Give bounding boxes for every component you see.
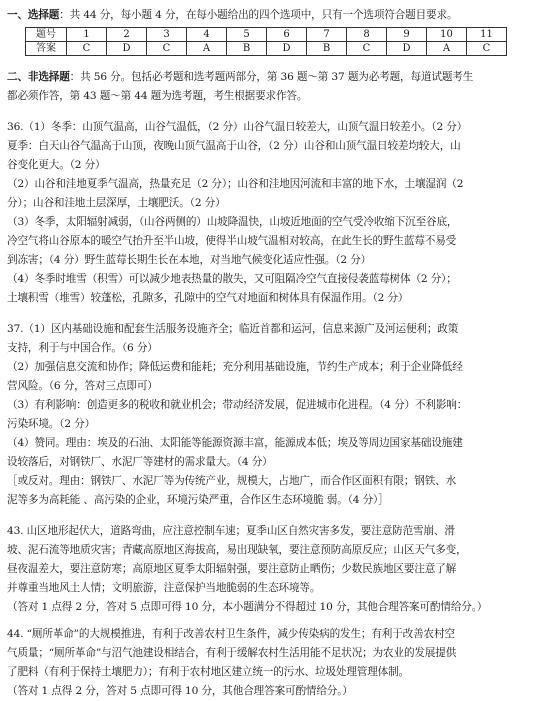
spacer [7,510,549,522]
answer-cell: B [307,42,347,56]
answer-36-line: 36.（1）冬季：山顶气温高，山谷气温低，（2 分）山谷气温日较差大，山顶气温日较差小。（2 分） [7,121,468,133]
answer-key-page [7,6,549,701]
section1-title: 一、选择题 [7,9,60,21]
answer-36 [7,118,549,308]
answer-cell: A [427,42,467,56]
answer-36-line: 冷空气将山谷原本的暖空气抬升至半山坡，使得半山坡气温相对较高，在此生长的野生蓝莓不易受 [7,235,457,247]
answer-table-label-number: 题号 [26,28,67,42]
answer-36-line: 到冻害；（4 分）野生蓝莓长期生长在本地，对当地气候变化适应性强。（2 分） [7,254,372,266]
answer-43-line: 昼夜温差大，要注意防寒；高原地区夏季太阳辐射强，要注意防止晒伤；少数民族地区要注意了解 [7,563,457,575]
answer-37-line: （4）赞同。理由：埃及的石油、太阳能等能源资源丰富，能源成本低；埃及等周边国家基础设施建 [7,437,463,449]
section2-heading [7,68,549,87]
question-number-cell: 10 [427,28,467,42]
answer-37-line: 营风险。（6 分，答对三点即可） [7,380,158,392]
answer-37-line: （2）加强信息交流和协作；降低运费和能耗；充分利用基础设施，节约生产成本；利于企业降低经 [7,361,463,373]
answer-36-line: 土壤积雪（堆雪）较蓬松，孔隙多，孔隙中的空气对地面和树体具有保温作用。（2 分） [7,292,409,304]
question-number-cell: 6 [267,28,307,42]
answer-cell: A [187,42,227,56]
answer-37-line: 37.（1）区内基础设施和配套生活服务设施齐全；临近首都和运河，信息来源广及河运便利；政策 [7,323,459,335]
answer-37-line: 设较落后，对钢铁厂、水泥厂等建材的需求量大。（4 分） [7,456,273,468]
answer-table [25,27,507,56]
spacer [7,308,549,320]
answer-43-line: 并尊重当地风土人情；文明旅游，注意保护当地脆弱的生态环境等。 [7,582,321,594]
answer-43-line: 坡、泥石流等地质灾害；青藏高原地区海拔高，易出现缺氧，要注意预防高原反应；山区天气多变， [7,544,467,556]
question-number-cell: 1 [67,28,107,42]
question-number-cell: 7 [307,28,347,42]
section1-heading [7,6,549,25]
question-number-cell: 8 [347,28,387,42]
answer-37-line: 污染环境。（2 分） [7,418,96,430]
question-number-cell: 3 [147,28,187,42]
answer-cell: C [147,42,187,56]
answer-36-line: 谷变化更大。（2 分） [7,159,106,171]
answer-37-line: ［或反对。理由：钢铁厂、水泥厂等为传统产业，规模大，占地广，而合作区面积有限；钢铁、水 [7,475,457,487]
answer-table-answer-row [26,42,507,56]
answer-cell: C [347,42,387,56]
section2-title: 二、非选择题 [7,71,70,83]
answer-table-label-answer: 答案 [26,42,67,56]
answer-37-line: （3）有利影响：创造更多的税收和就业机会；带动经济发展，促进城市化进程。（4 分）不利影响： [7,399,468,411]
answer-cell: D [267,42,307,56]
answer-37-line: 泥等多为高耗能 、高污染的企业，环境污染严重，合作区生态环境脆 弱。（4 分）］ [7,494,389,506]
answer-36-line: （4）冬季时堆雪（积雪）可以减少地表热量的散失，又可阻隔冷空气直接侵袭蓝莓树体（2 分）； [7,273,457,285]
question-number-cell: 5 [227,28,267,42]
answer-44-scoring: （答对 1 点得 2 分，答对 5 点即可得 10 分，其他合理答案可酌情给分。） [7,685,353,697]
answer-44-line: 44. “厕所革命”的大规模推进，有利于改善农村卫生条件，减少传染病的发生；有利于改善农村空 [7,628,455,640]
question-number-cell: 9 [387,28,427,42]
answer-table-number-row [26,28,507,42]
answer-37-line: 支持，利于与中国合作。（6 分） [7,342,158,354]
spacer [7,617,549,625]
answer-43-scoring: （答对 1 点得 2 分，答对 5 点即可得 10 分，本小题满分不得超过 10 分，其他合理答案可酌情给分。） [7,601,488,613]
section1-desc: ：共 44 分，每小题 4 分，在每小题给出的四个选项中，只有一个选项符合题目要求。 [59,9,458,21]
answer-cell: D [107,42,147,56]
answer-36-line: 分）；山谷和洼地土层深厚，土壤肥沃。（2 分） [7,197,226,209]
answer-cell: B [227,42,267,56]
answer-cell: C [467,42,507,56]
answer-43-line: 43. 山区地形起伏大，道路弯曲，应注意控制车速；夏季山区自然灾害多发，要注意防范雪崩、滑 [7,525,455,537]
answer-36-line: （3）冬季，太阳辐射减弱，（山谷两侧的）山坡降温快，山坡近地面的空气受冷收缩下沉至谷底， [7,216,458,228]
answer-36-line: （2）山谷和洼地夏季气温高，热量充足（2 分）；山谷和洼地因河流和丰富的地下水，土壤湿润（2 [7,178,464,190]
answer-cell: C [67,42,107,56]
section2-desc-line1: ：共 56 分。包括必考题和选考题两部分，第 36 题～第 37 题为必考题，每道试题考生 [69,71,474,83]
answer-36-line: 夏季：白天山谷气温高于山顶，夜晚山顶气温高于山谷，（2 分）山谷和山顶气温日较差均较大，山 [7,140,461,152]
question-number-cell: 2 [107,28,147,42]
question-number-cell: 11 [467,28,507,42]
answer-44-line: 气质量；“厕所革命”与沼气池建设相结合，有利于缓解农村生活用能不足状况；为农业的发展提供 [7,647,457,659]
section2-desc-line2: 都必须作答，第 43 题～第 44 题为选考题，考生根据要求作答。 [7,90,308,102]
question-number-cell: 4 [187,28,227,42]
answer-37 [7,320,549,510]
answer-44 [7,625,549,701]
spacer [7,106,549,118]
answer-43 [7,522,549,617]
answer-cell: D [387,42,427,56]
answer-44-line: 了肥料（有利于保持土壤肥力）；有利于农村地区建立统一的污水、垃圾处理管理体制。 [7,666,410,678]
